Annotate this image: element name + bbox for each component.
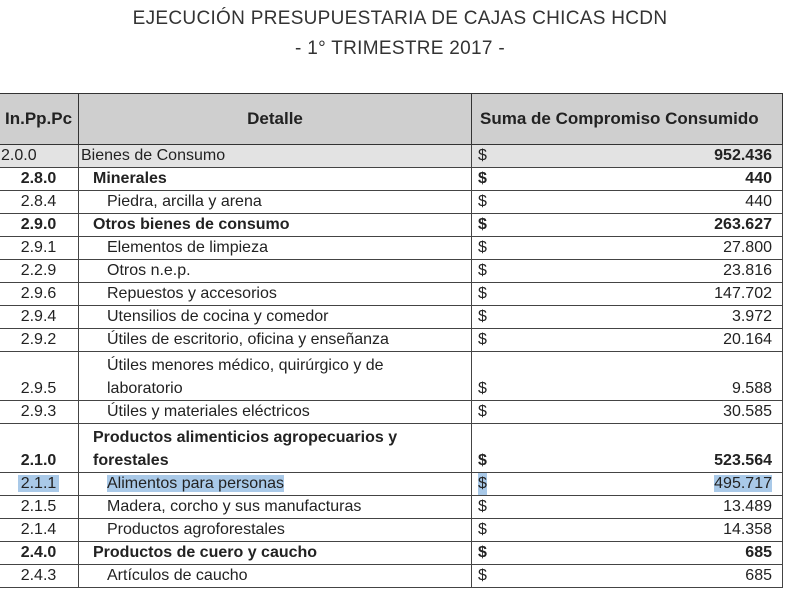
row-amount: $ 685 (472, 542, 783, 565)
report-title: EJECUCIÓN PRESUPUESTARIA DE CAJAS CHICAS HCDN (132, 8, 668, 29)
currency-symbol: $ (478, 498, 487, 515)
row-detail: Utensilios de cocina y comedor (79, 306, 472, 329)
row-detail: Alimentos para personas (79, 473, 472, 496)
row-code: 2.9.2 (0, 329, 79, 352)
table-row (0, 496, 783, 519)
row-detail: Madera, corcho y sus manufacturas (79, 496, 472, 519)
table-row (0, 306, 783, 329)
row-detail: Repuestos y accesorios (79, 283, 472, 306)
currency-symbol: $ (478, 147, 487, 164)
row-amount: $ 495.717 (472, 473, 783, 496)
row-amount: $ 263.627 (472, 214, 783, 237)
row-detail: Artículos de caucho (79, 565, 472, 588)
row-code: 2.9.3 (0, 401, 79, 424)
row-detail: Otros n.e.p. (79, 260, 472, 283)
header-amount: Suma de Compromiso Consumido (472, 94, 783, 145)
row-detail: Productos alimenticios agropecuarios y forestales (79, 424, 472, 473)
currency-symbol: $ (478, 452, 487, 469)
table-row (0, 329, 783, 352)
row-detail: Útiles y materiales eléctricos (79, 401, 472, 424)
row-amount: $ 952.436 (472, 145, 783, 168)
table-row (0, 260, 783, 283)
row-amount: $ 440 (472, 168, 783, 191)
currency-symbol: $ (478, 193, 487, 210)
row-amount: $ 13.489 (472, 496, 783, 519)
row-detail: Elementos de limpieza (79, 237, 472, 260)
currency-symbol: $ (478, 262, 487, 279)
row-detail: Útiles de escritorio, oficina y enseñanza (79, 329, 472, 352)
header-detail: Detalle (79, 94, 472, 145)
header-code: In.Pp.Pc (0, 94, 79, 145)
table-row (0, 352, 783, 401)
row-amount: $ 685 (472, 565, 783, 588)
row-detail: Minerales (79, 168, 472, 191)
row-code: 2.0.0 (0, 145, 79, 168)
currency-symbol: $ (478, 544, 487, 561)
row-detail: Productos de cuero y caucho (79, 542, 472, 565)
row-code: 2.1.4 (0, 519, 79, 542)
currency-symbol: $ (478, 308, 487, 325)
row-amount: $ 147.702 (472, 283, 783, 306)
table-row (0, 145, 783, 168)
row-amount: $ 20.164 (472, 329, 783, 352)
table-row (0, 168, 783, 191)
row-detail: Bienes de Consumo (79, 145, 472, 168)
report-subtitle: - 1° TRIMESTRE 2017 - (295, 38, 505, 59)
row-code: 2.1.1 (0, 473, 79, 496)
currency-symbol: $ (478, 331, 487, 348)
row-code: 2.8.0 (0, 168, 79, 191)
row-amount: $ 523.564 (472, 424, 783, 473)
currency-symbol: $ (478, 170, 487, 187)
currency-symbol: $ (478, 239, 487, 256)
row-code: 2.9.1 (0, 237, 79, 260)
currency-symbol: $ (478, 216, 487, 233)
row-amount: $ 14.358 (472, 519, 783, 542)
row-detail: Piedra, arcilla y arena (79, 191, 472, 214)
row-detail: Otros bienes de consumo (79, 214, 472, 237)
row-code: 2.4.0 (0, 542, 79, 565)
row-amount: $ 27.800 (472, 237, 783, 260)
row-amount: $ 3.972 (472, 306, 783, 329)
table-row (0, 401, 783, 424)
currency-symbol: $ (478, 285, 487, 302)
row-amount: $ 9.588 (472, 352, 783, 401)
row-code: 2.9.4 (0, 306, 79, 329)
budget-table (0, 93, 783, 588)
table-row (0, 519, 783, 542)
row-code: 2.2.9 (0, 260, 79, 283)
currency-symbol: $ (478, 521, 487, 538)
table-row (0, 214, 783, 237)
currency-symbol: $ (478, 567, 487, 584)
row-amount: $ 30.585 (472, 401, 783, 424)
row-code: 2.8.4 (0, 191, 79, 214)
row-code: 2.1.0 (0, 424, 79, 473)
row-code: 2.9.5 (0, 352, 79, 401)
currency-symbol: $ (478, 473, 487, 495)
table-row (0, 191, 783, 214)
row-detail: Productos agroforestales (79, 519, 472, 542)
table-header-row (0, 94, 783, 145)
row-code: 2.9.6 (0, 283, 79, 306)
table-row (0, 424, 783, 473)
row-code: 2.1.5 (0, 496, 79, 519)
row-code: 2.9.0 (0, 214, 79, 237)
row-detail: Útiles menores médico, quirúrgico y de laboratorio (79, 352, 472, 401)
table-row (0, 237, 783, 260)
row-code: 2.4.3 (0, 565, 79, 588)
row-amount: $ 23.816 (472, 260, 783, 283)
table-row (0, 542, 783, 565)
row-amount: $ 440 (472, 191, 783, 214)
table-row-highlighted (0, 473, 783, 496)
currency-symbol: $ (478, 380, 487, 397)
currency-symbol: $ (478, 403, 487, 420)
table-row (0, 565, 783, 588)
table-row (0, 283, 783, 306)
